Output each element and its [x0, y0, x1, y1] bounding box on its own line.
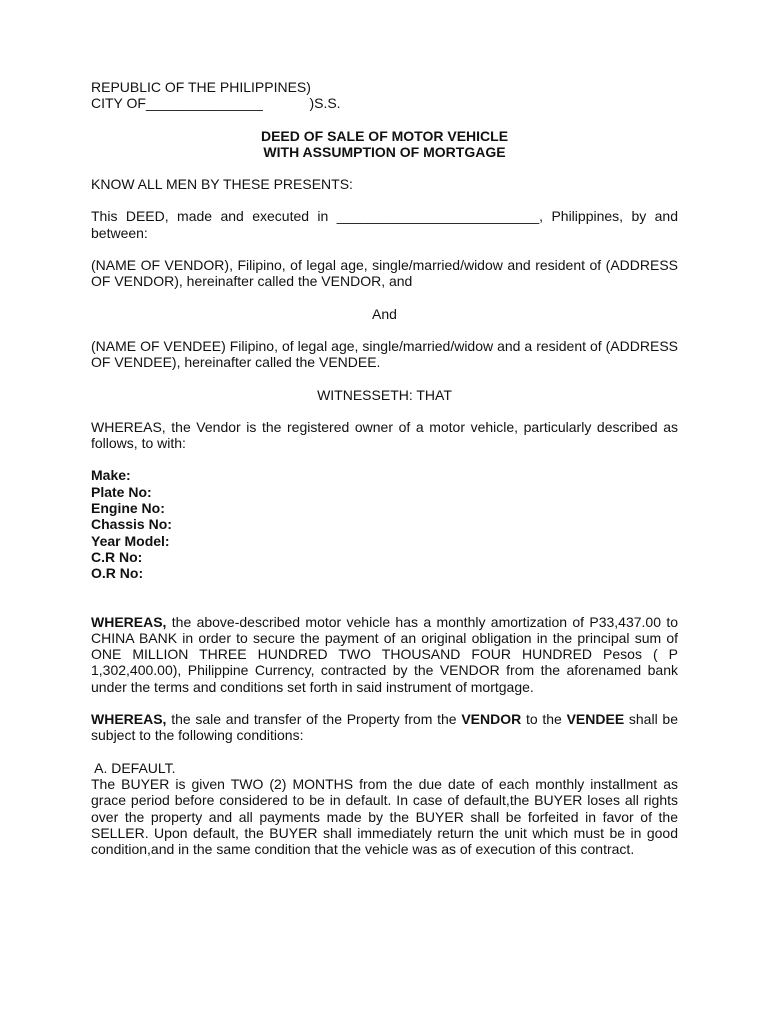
or-field: O.R No:: [91, 565, 144, 582]
cr-field: C.R No:: [91, 548, 143, 565]
make-field: Make:: [91, 467, 131, 484]
whereas-amortization-paragraph: [91, 614, 678, 695]
default-heading: A. DEFAULT.: [91, 759, 176, 776]
plate-field: Plate No:: [91, 483, 152, 500]
and-line: And: [372, 305, 397, 322]
chassis-field: Chassis No:: [91, 516, 172, 533]
republic-line: REPUBLIC OF THE PHILIPPINES): [91, 79, 311, 95]
whereas-transfer-text-3: shall be subject to the following conditions:: [91, 711, 678, 744]
know-all-line: KNOW ALL MEN BY THESE PRESENTS:: [91, 176, 353, 193]
witnesseth-line: WITNESSETH: THAT: [317, 386, 452, 403]
ss-label: )S.S.: [309, 95, 341, 112]
vendee-term: VENDEE: [566, 711, 625, 728]
whereas-owner-paragraph: WHEREAS, the Vendor is the registered owner of a motor vehicle, particularly described as follows, to with:: [91, 418, 678, 452]
deed-document: [91, 79, 678, 857]
vendor-term: VENDOR: [461, 711, 522, 728]
whereas-transfer-paragraph: [91, 711, 678, 744]
default-paragraph: The BUYER is given TWO (2) MONTHS from the due date of each monthly installment as grace period before considered to be in default. In case of default,the BUYER loses all rights over the property and all payments made by the BUYER shall be forfeited in favor of the SELLER. Upon default, the BUYER shall immediately return the unit which must be in good condition,and in the same condition that the vehicle was as of execution of this contract.: [91, 775, 678, 858]
intro-paragraph: This DEED, made and executed in __________________________, Philippines, by and between:: [91, 208, 678, 241]
city-label: CITY OF_______________: [91, 95, 263, 112]
vendor-paragraph: (NAME OF VENDOR), Filipino, of legal age, single/married/widow and resident of (ADDRESS OF VENDOR), hereinafter called the VENDOR, and: [91, 257, 678, 290]
engine-field: Engine No:: [91, 500, 165, 517]
whereas-transfer-text-2: to the: [521, 711, 567, 728]
city-line: [91, 95, 678, 111]
vendee-paragraph: (NAME OF VENDEE) Filipino, of legal age, single/married/widow and a resident of (ADDRESS OF VENDEE), hereinafter called the VENDEE.: [91, 337, 678, 371]
document-title-line1: DEED OF SALE OF MOTOR VEHICLE: [260, 127, 509, 144]
whereas-transfer-text-1: the sale and transfer of the Property from the: [166, 711, 462, 728]
whereas-lead: WHEREAS,: [91, 613, 167, 630]
document-title-line2: WITH ASSUMPTION OF MORTGAGE: [263, 143, 506, 160]
year-model-field: Year Model:: [91, 532, 170, 549]
whereas-lead: WHEREAS,: [91, 711, 167, 728]
vehicle-description-list: [91, 467, 678, 581]
whereas-amortization-text: the above-described motor vehicle has a monthly amortization of P33,437.00 to CHINA BANK in order to secure the payment of an original obligation in the principal sum of ONE MILLION THREE HUNDRED TWO THOUSAND FOUR HUNDRED Pesos ( P 1,302,400.00), Philippine Currency, contracted by the VENDOR from the aforenamed bank under the terms and conditions set forth in said instrument of mortgage.: [91, 613, 678, 695]
